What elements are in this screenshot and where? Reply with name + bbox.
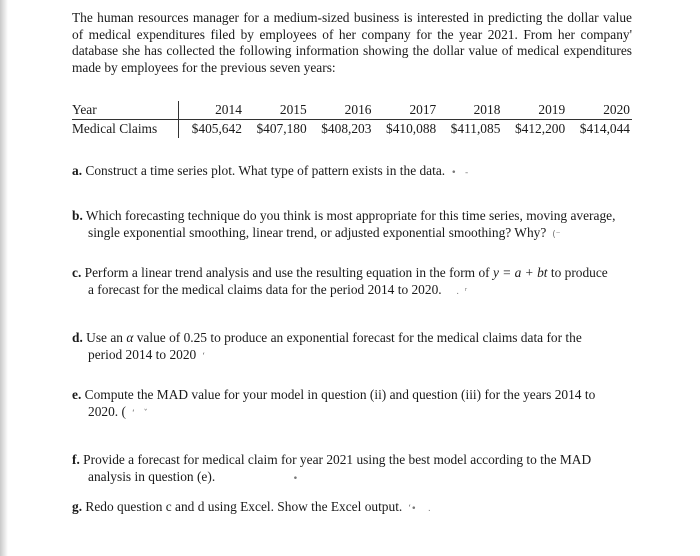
question-a: [72, 163, 642, 182]
question-text-line1: Provide a forecast for medical claim for year 2021 using the best model according to the MAD: [83, 452, 592, 467]
question-text-line2-wrap: [72, 469, 642, 488]
question-letter: f.: [72, 452, 80, 467]
stray-mark: ʻ: [202, 351, 206, 362]
question-c: [72, 265, 642, 300]
question-g: [72, 499, 642, 518]
year-cell: 2015: [244, 101, 309, 120]
question-e: [72, 387, 642, 422]
question-text-line2-wrap: [72, 282, 642, 301]
claims-cell: $407,180: [256, 121, 307, 136]
year-cell: 2019: [502, 101, 567, 120]
question-letter: c.: [72, 265, 82, 280]
question-text: Redo question c and d using Excel. Show the Excel output.: [85, 499, 403, 514]
question-text-line1-post: to produce: [550, 265, 608, 280]
claims-cell: $411,085: [450, 121, 501, 136]
question-letter: e.: [72, 387, 82, 402]
question-letter: d.: [72, 330, 83, 345]
year-cell: 2018: [438, 101, 502, 120]
claims-cell: $408,203: [321, 121, 372, 136]
question-text-line1: Compute the MAD value for your model in question (ii) and question (iii) for the years 2014 to: [84, 387, 596, 402]
question-letter: g.: [72, 499, 83, 514]
year-cell: 2016: [309, 101, 374, 120]
question-text-line2: analysis in question (e).: [88, 468, 216, 484]
question-b: [72, 208, 642, 243]
question-text-line2: 2020. (: [88, 403, 126, 419]
stray-mark: . ʳ: [447, 286, 468, 297]
stray-mark: ʻ• .: [408, 504, 431, 514]
question-text-line1: Which forecasting technique do you think is most appropriate for this time series, moving average,: [85, 208, 616, 223]
question-letter: b.: [72, 208, 83, 223]
intro-paragraph: The human resources manager for a medium-sized business is interested in predicting the dollar value of medical expenditures filed by employees of her company for the year 2021. From her company' database she has collected the following information showing the dollar value of medical expenditures made by employees for the previous seven years:: [72, 10, 632, 75]
year-cell: 2017: [373, 101, 438, 120]
stray-mark: ʻ ˇ: [131, 408, 148, 419]
claims-cell: $414,044: [579, 121, 630, 136]
question-text-line1-pre: Use an: [86, 330, 123, 345]
year-cell: 2020: [567, 101, 632, 120]
year-label: Year: [72, 101, 179, 120]
question-text-line1-post: value of 0.25 to produce an exponential forecast for the medical claims data for the: [136, 330, 582, 345]
stray-mark: (⁻: [552, 229, 561, 240]
claims-label: Medical Claims: [72, 120, 179, 139]
claims-cell: $405,642: [191, 121, 242, 136]
stray-mark: • -: [451, 168, 469, 178]
trend-equation: y = a + bt: [492, 265, 548, 280]
page-edge-shadow: [0, 0, 8, 556]
question-letter: a.: [72, 163, 83, 178]
year-cell: 2014: [179, 101, 244, 120]
question-text-line2: period 2014 to 2020: [88, 346, 197, 362]
question-f: [72, 452, 642, 487]
question-text-line2: single exponential smoothing, linear trend, or adjusted exponential smoothing? Why?: [88, 224, 547, 240]
question-text-line1-pre: Perform a linear trend analysis and use the resulting equation in the form of: [84, 265, 490, 280]
alpha-symbol: α: [126, 330, 134, 345]
question-d: [72, 330, 642, 365]
question-text-line2-wrap: [72, 347, 642, 366]
stray-mark: •: [221, 473, 299, 484]
claims-cell: $412,200: [514, 121, 566, 136]
claims-cell: $410,088: [386, 121, 437, 136]
question-text-line2: a forecast for the medical claims data for the period 2014 to 2020.: [88, 281, 442, 297]
question-text-line2-wrap: [72, 225, 642, 244]
year-row: [72, 101, 632, 120]
question-text: Construct a time series plot. What type of pattern exists in the data.: [85, 163, 446, 178]
question-text-line2-wrap: [72, 404, 642, 423]
claims-row: [72, 120, 632, 139]
medical-claims-table: [72, 101, 632, 138]
